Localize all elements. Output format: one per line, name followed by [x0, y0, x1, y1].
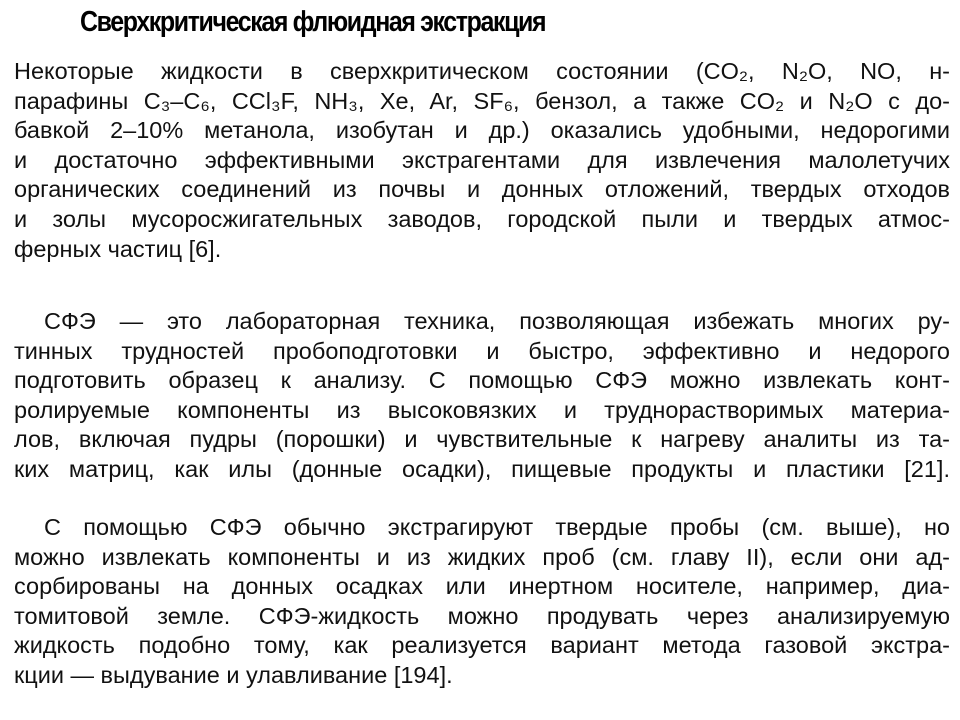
text-line: кции — выдувание и улавливание [194]. [14, 661, 453, 688]
text-line: тинных трудностей пробоподготовки и быстро, эффективно и недорого [14, 337, 950, 364]
paragraph-2 [14, 307, 950, 485]
text-line: бавкой 2–10% метанола, изобутан и др.) оказались удобными, недорогими [14, 117, 950, 144]
text-line: СФЭ — это лабораторная техника, позволяющая избежать многих ру- [44, 308, 950, 334]
text-line: С помощью СФЭ обычно экстрагируют твердые пробы (см. выше), но [44, 514, 950, 540]
text-line: и золы мусоросжигательных заводов, городской пыли и твердых атмос- [14, 205, 950, 232]
text-line: лов, включая пудры (порошки) и чувствительные к нагреву аналиты из та- [14, 426, 950, 453]
text-line: ферных частиц [6]. [14, 235, 222, 262]
text-line: ких матриц, как илы (донные осадки), пищевые продукты и пластики [21]. [14, 455, 950, 482]
text-line: ролируемые компоненты из высоковязких и труднорастворимых материа- [14, 396, 950, 423]
text-line: сорбированы на донных осадках или инертном носителе, например, диа- [14, 573, 950, 600]
text-line: подготовить образец к анализу. С помощью СФЭ можно извлекать конт- [14, 367, 950, 394]
text-line: томитовой земле. СФЭ-жидкость можно продувать через анализируемую [14, 602, 950, 629]
paragraph-1 [14, 57, 950, 264]
text-line: можно извлекать компоненты и из жидких проб (см. главу II), если они ад- [14, 543, 950, 570]
text-line: и достаточно эффективными экстрагентами для извлечения малолетучих [14, 146, 950, 173]
text-line: органических соединений из почвы и донных отложений, твердых отходов [14, 176, 950, 203]
text-line: парафины C₃–C₆, CCl₃F, NH₃, Xe, Ar, SF₆, бензол, а также CO₂ и N₂O с до- [14, 87, 950, 114]
page-title: Сверхкритическая флюидная экстракция [80, 6, 546, 38]
paragraph-3 [14, 513, 950, 691]
text-line: жидкость подобно тому, как реализуется вариант метода газовой экстра- [14, 632, 950, 659]
text-line: Некоторые жидкости в сверхкритическом состоянии (CO₂, N₂O, NO, н- [14, 58, 950, 84]
